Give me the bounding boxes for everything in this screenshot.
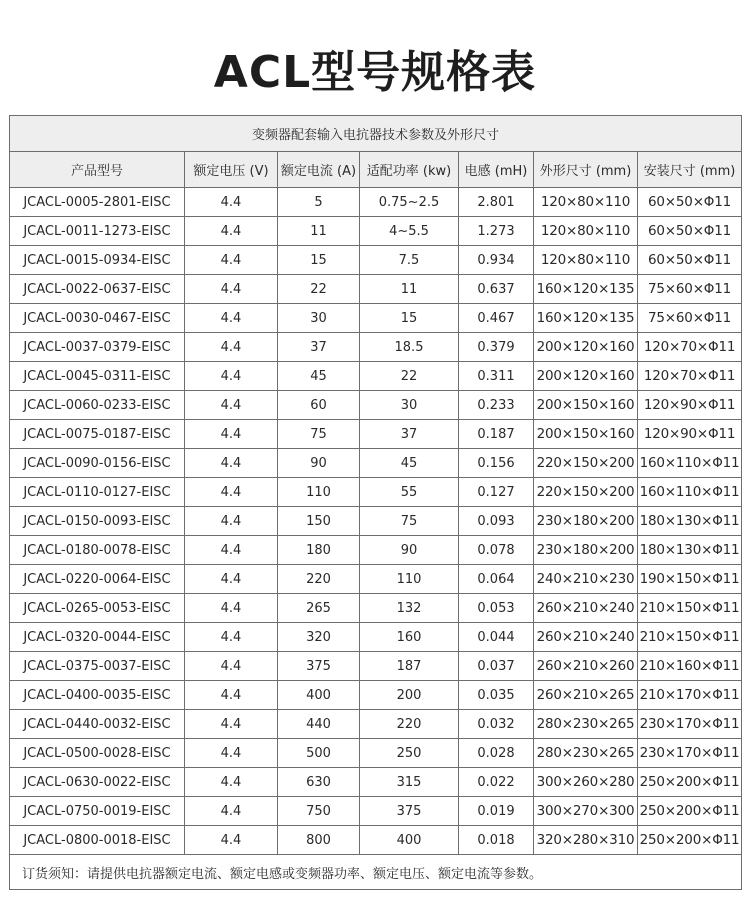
cell-model: JCACL-0030-0467-EISC bbox=[10, 304, 185, 333]
cell-dimensions: 160×120×135 bbox=[534, 275, 638, 304]
cell-inductance: 0.127 bbox=[459, 478, 534, 507]
cell-voltage: 4.4 bbox=[185, 797, 278, 826]
cell-dimensions: 280×230×265 bbox=[534, 710, 638, 739]
cell-voltage: 4.4 bbox=[185, 275, 278, 304]
cell-voltage: 4.4 bbox=[185, 594, 278, 623]
cell-dimensions: 260×210×240 bbox=[534, 594, 638, 623]
cell-dimensions: 200×120×160 bbox=[534, 333, 638, 362]
cell-voltage: 4.4 bbox=[185, 739, 278, 768]
cell-mounting: 210×150×Φ11 bbox=[638, 594, 742, 623]
cell-voltage: 4.4 bbox=[185, 449, 278, 478]
cell-model: JCACL-0015-0934-EISC bbox=[10, 246, 185, 275]
cell-current: 5 bbox=[278, 188, 360, 217]
cell-model: JCACL-0022-0637-EISC bbox=[10, 275, 185, 304]
cell-mounting: 210×160×Φ11 bbox=[638, 652, 742, 681]
cell-mounting: 230×170×Φ11 bbox=[638, 739, 742, 768]
cell-dimensions: 200×150×160 bbox=[534, 420, 638, 449]
cell-power: 187 bbox=[360, 652, 459, 681]
table-row bbox=[10, 246, 742, 275]
cell-dimensions: 300×270×300 bbox=[534, 797, 638, 826]
cell-power: 37 bbox=[360, 420, 459, 449]
table-row bbox=[10, 739, 742, 768]
cell-current: 220 bbox=[278, 565, 360, 594]
cell-inductance: 0.156 bbox=[459, 449, 534, 478]
cell-mounting: 120×70×Φ11 bbox=[638, 333, 742, 362]
cell-inductance: 0.379 bbox=[459, 333, 534, 362]
table-caption-row bbox=[10, 116, 742, 152]
table-row bbox=[10, 623, 742, 652]
cell-model: JCACL-0037-0379-EISC bbox=[10, 333, 185, 362]
cell-voltage: 4.4 bbox=[185, 507, 278, 536]
cell-voltage: 4.4 bbox=[185, 768, 278, 797]
cell-dimensions: 220×150×200 bbox=[534, 449, 638, 478]
cell-current: 45 bbox=[278, 362, 360, 391]
cell-inductance: 0.093 bbox=[459, 507, 534, 536]
cell-power: 0.75~2.5 bbox=[360, 188, 459, 217]
cell-power: 315 bbox=[360, 768, 459, 797]
cell-current: 440 bbox=[278, 710, 360, 739]
cell-current: 630 bbox=[278, 768, 360, 797]
cell-voltage: 4.4 bbox=[185, 304, 278, 333]
table-row bbox=[10, 304, 742, 333]
cell-mounting: 120×90×Φ11 bbox=[638, 420, 742, 449]
table-row bbox=[10, 275, 742, 304]
cell-dimensions: 120×80×110 bbox=[534, 217, 638, 246]
cell-model: JCACL-0400-0035-EISC bbox=[10, 681, 185, 710]
table-row bbox=[10, 797, 742, 826]
cell-power: 45 bbox=[360, 449, 459, 478]
cell-dimensions: 240×210×230 bbox=[534, 565, 638, 594]
cell-power: 250 bbox=[360, 739, 459, 768]
cell-inductance: 0.044 bbox=[459, 623, 534, 652]
cell-dimensions: 160×120×135 bbox=[534, 304, 638, 333]
cell-model: JCACL-0110-0127-EISC bbox=[10, 478, 185, 507]
column-header-dimensions: 外形尺寸 (mm) bbox=[534, 152, 638, 188]
cell-model: JCACL-0090-0156-EISC bbox=[10, 449, 185, 478]
table-row bbox=[10, 826, 742, 855]
cell-voltage: 4.4 bbox=[185, 623, 278, 652]
column-header-model: 产品型号 bbox=[10, 152, 185, 188]
table-header-row bbox=[10, 152, 742, 188]
cell-inductance: 0.018 bbox=[459, 826, 534, 855]
cell-dimensions: 260×210×265 bbox=[534, 681, 638, 710]
table-row bbox=[10, 478, 742, 507]
cell-inductance: 0.028 bbox=[459, 739, 534, 768]
cell-current: 15 bbox=[278, 246, 360, 275]
cell-model: JCACL-0375-0037-EISC bbox=[10, 652, 185, 681]
cell-model: JCACL-0800-0018-EISC bbox=[10, 826, 185, 855]
cell-voltage: 4.4 bbox=[185, 362, 278, 391]
cell-mounting: 180×130×Φ11 bbox=[638, 507, 742, 536]
cell-mounting: 160×110×Φ11 bbox=[638, 478, 742, 507]
cell-inductance: 0.022 bbox=[459, 768, 534, 797]
cell-inductance: 0.064 bbox=[459, 565, 534, 594]
cell-model: JCACL-0440-0032-EISC bbox=[10, 710, 185, 739]
cell-dimensions: 280×230×265 bbox=[534, 739, 638, 768]
cell-current: 11 bbox=[278, 217, 360, 246]
cell-voltage: 4.4 bbox=[185, 652, 278, 681]
cell-model: JCACL-0750-0019-EISC bbox=[10, 797, 185, 826]
cell-power: 220 bbox=[360, 710, 459, 739]
cell-current: 800 bbox=[278, 826, 360, 855]
cell-inductance: 1.273 bbox=[459, 217, 534, 246]
column-header-inductance: 电感 (mH) bbox=[459, 152, 534, 188]
cell-current: 75 bbox=[278, 420, 360, 449]
cell-inductance: 0.019 bbox=[459, 797, 534, 826]
cell-inductance: 0.035 bbox=[459, 681, 534, 710]
cell-dimensions: 260×210×240 bbox=[534, 623, 638, 652]
cell-dimensions: 300×260×280 bbox=[534, 768, 638, 797]
cell-current: 30 bbox=[278, 304, 360, 333]
cell-inductance: 0.233 bbox=[459, 391, 534, 420]
cell-inductance: 0.311 bbox=[459, 362, 534, 391]
cell-mounting: 60×50×Φ11 bbox=[638, 246, 742, 275]
table-row bbox=[10, 652, 742, 681]
table-row bbox=[10, 217, 742, 246]
cell-inductance: 0.187 bbox=[459, 420, 534, 449]
spec-table bbox=[9, 115, 742, 890]
cell-current: 110 bbox=[278, 478, 360, 507]
cell-power: 200 bbox=[360, 681, 459, 710]
cell-power: 30 bbox=[360, 391, 459, 420]
cell-power: 11 bbox=[360, 275, 459, 304]
cell-power: 22 bbox=[360, 362, 459, 391]
cell-current: 375 bbox=[278, 652, 360, 681]
cell-voltage: 4.4 bbox=[185, 478, 278, 507]
cell-current: 320 bbox=[278, 623, 360, 652]
table-row bbox=[10, 188, 742, 217]
column-header-current: 额定电流 (A) bbox=[278, 152, 360, 188]
cell-mounting: 120×70×Φ11 bbox=[638, 362, 742, 391]
cell-model: JCACL-0150-0093-EISC bbox=[10, 507, 185, 536]
cell-power: 132 bbox=[360, 594, 459, 623]
table-row bbox=[10, 449, 742, 478]
cell-mounting: 60×50×Φ11 bbox=[638, 217, 742, 246]
cell-mounting: 75×60×Φ11 bbox=[638, 275, 742, 304]
cell-voltage: 4.4 bbox=[185, 420, 278, 449]
table-row bbox=[10, 333, 742, 362]
cell-power: 400 bbox=[360, 826, 459, 855]
cell-current: 265 bbox=[278, 594, 360, 623]
cell-voltage: 4.4 bbox=[185, 536, 278, 565]
cell-model: JCACL-0180-0078-EISC bbox=[10, 536, 185, 565]
cell-power: 4~5.5 bbox=[360, 217, 459, 246]
cell-voltage: 4.4 bbox=[185, 217, 278, 246]
table-row bbox=[10, 594, 742, 623]
cell-voltage: 4.4 bbox=[185, 565, 278, 594]
cell-mounting: 160×110×Φ11 bbox=[638, 449, 742, 478]
cell-power: 375 bbox=[360, 797, 459, 826]
cell-power: 7.5 bbox=[360, 246, 459, 275]
column-header-mounting: 安装尺寸 (mm) bbox=[638, 152, 742, 188]
cell-model: JCACL-0045-0311-EISC bbox=[10, 362, 185, 391]
table-row bbox=[10, 710, 742, 739]
cell-voltage: 4.4 bbox=[185, 391, 278, 420]
table-row bbox=[10, 681, 742, 710]
cell-mounting: 190×150×Φ11 bbox=[638, 565, 742, 594]
cell-mounting: 210×150×Φ11 bbox=[638, 623, 742, 652]
cell-mounting: 250×200×Φ11 bbox=[638, 797, 742, 826]
table-row bbox=[10, 536, 742, 565]
cell-inductance: 0.053 bbox=[459, 594, 534, 623]
cell-inductance: 0.467 bbox=[459, 304, 534, 333]
table-row bbox=[10, 565, 742, 594]
cell-inductance: 0.032 bbox=[459, 710, 534, 739]
cell-dimensions: 200×150×160 bbox=[534, 391, 638, 420]
cell-voltage: 4.4 bbox=[185, 246, 278, 275]
cell-model: JCACL-0220-0064-EISC bbox=[10, 565, 185, 594]
column-header-power: 适配功率 (kw) bbox=[360, 152, 459, 188]
cell-dimensions: 320×280×310 bbox=[534, 826, 638, 855]
cell-mounting: 210×170×Φ11 bbox=[638, 681, 742, 710]
cell-current: 180 bbox=[278, 536, 360, 565]
spec-table-container bbox=[9, 115, 741, 890]
cell-current: 500 bbox=[278, 739, 360, 768]
cell-voltage: 4.4 bbox=[185, 333, 278, 362]
cell-power: 90 bbox=[360, 536, 459, 565]
cell-mounting: 120×90×Φ11 bbox=[638, 391, 742, 420]
cell-power: 160 bbox=[360, 623, 459, 652]
page-title: ACL型号规格表 bbox=[213, 47, 537, 98]
cell-model: JCACL-0011-1273-EISC bbox=[10, 217, 185, 246]
cell-inductance: 0.637 bbox=[459, 275, 534, 304]
cell-dimensions: 260×210×260 bbox=[534, 652, 638, 681]
cell-voltage: 4.4 bbox=[185, 710, 278, 739]
cell-inductance: 0.078 bbox=[459, 536, 534, 565]
table-row bbox=[10, 507, 742, 536]
cell-current: 37 bbox=[278, 333, 360, 362]
cell-current: 400 bbox=[278, 681, 360, 710]
cell-dimensions: 120×80×110 bbox=[534, 246, 638, 275]
cell-dimensions: 200×120×160 bbox=[534, 362, 638, 391]
cell-dimensions: 230×180×200 bbox=[534, 507, 638, 536]
cell-voltage: 4.4 bbox=[185, 188, 278, 217]
cell-mounting: 250×200×Φ11 bbox=[638, 826, 742, 855]
cell-inductance: 0.037 bbox=[459, 652, 534, 681]
cell-dimensions: 220×150×200 bbox=[534, 478, 638, 507]
cell-mounting: 180×130×Φ11 bbox=[638, 536, 742, 565]
cell-model: JCACL-0500-0028-EISC bbox=[10, 739, 185, 768]
column-header-voltage: 额定电压 (V) bbox=[185, 152, 278, 188]
order-note: 订货须知：请提供电抗器额定电流、额定电感或变频器功率、额定电压、额定电流等参数。 bbox=[10, 855, 742, 890]
cell-inductance: 2.801 bbox=[459, 188, 534, 217]
cell-dimensions: 120×80×110 bbox=[534, 188, 638, 217]
table-row bbox=[10, 420, 742, 449]
cell-model: JCACL-0320-0044-EISC bbox=[10, 623, 185, 652]
table-row bbox=[10, 768, 742, 797]
cell-model: JCACL-0060-0233-EISC bbox=[10, 391, 185, 420]
cell-dimensions: 230×180×200 bbox=[534, 536, 638, 565]
cell-current: 90 bbox=[278, 449, 360, 478]
table-row bbox=[10, 362, 742, 391]
cell-model: JCACL-0005-2801-EISC bbox=[10, 188, 185, 217]
cell-mounting: 75×60×Φ11 bbox=[638, 304, 742, 333]
cell-voltage: 4.4 bbox=[185, 826, 278, 855]
cell-mounting: 230×170×Φ11 bbox=[638, 710, 742, 739]
cell-model: JCACL-0265-0053-EISC bbox=[10, 594, 185, 623]
cell-mounting: 250×200×Φ11 bbox=[638, 768, 742, 797]
cell-power: 110 bbox=[360, 565, 459, 594]
cell-current: 750 bbox=[278, 797, 360, 826]
cell-power: 75 bbox=[360, 507, 459, 536]
table-row bbox=[10, 391, 742, 420]
order-note-row bbox=[10, 855, 742, 890]
cell-current: 60 bbox=[278, 391, 360, 420]
cell-power: 18.5 bbox=[360, 333, 459, 362]
cell-current: 150 bbox=[278, 507, 360, 536]
cell-current: 22 bbox=[278, 275, 360, 304]
cell-power: 15 bbox=[360, 304, 459, 333]
cell-model: JCACL-0630-0022-EISC bbox=[10, 768, 185, 797]
cell-model: JCACL-0075-0187-EISC bbox=[10, 420, 185, 449]
cell-inductance: 0.934 bbox=[459, 246, 534, 275]
cell-voltage: 4.4 bbox=[185, 681, 278, 710]
cell-power: 55 bbox=[360, 478, 459, 507]
cell-mounting: 60×50×Φ11 bbox=[638, 188, 742, 217]
table-caption: 变频器配套输入电抗器技术参数及外形尺寸 bbox=[10, 116, 742, 152]
